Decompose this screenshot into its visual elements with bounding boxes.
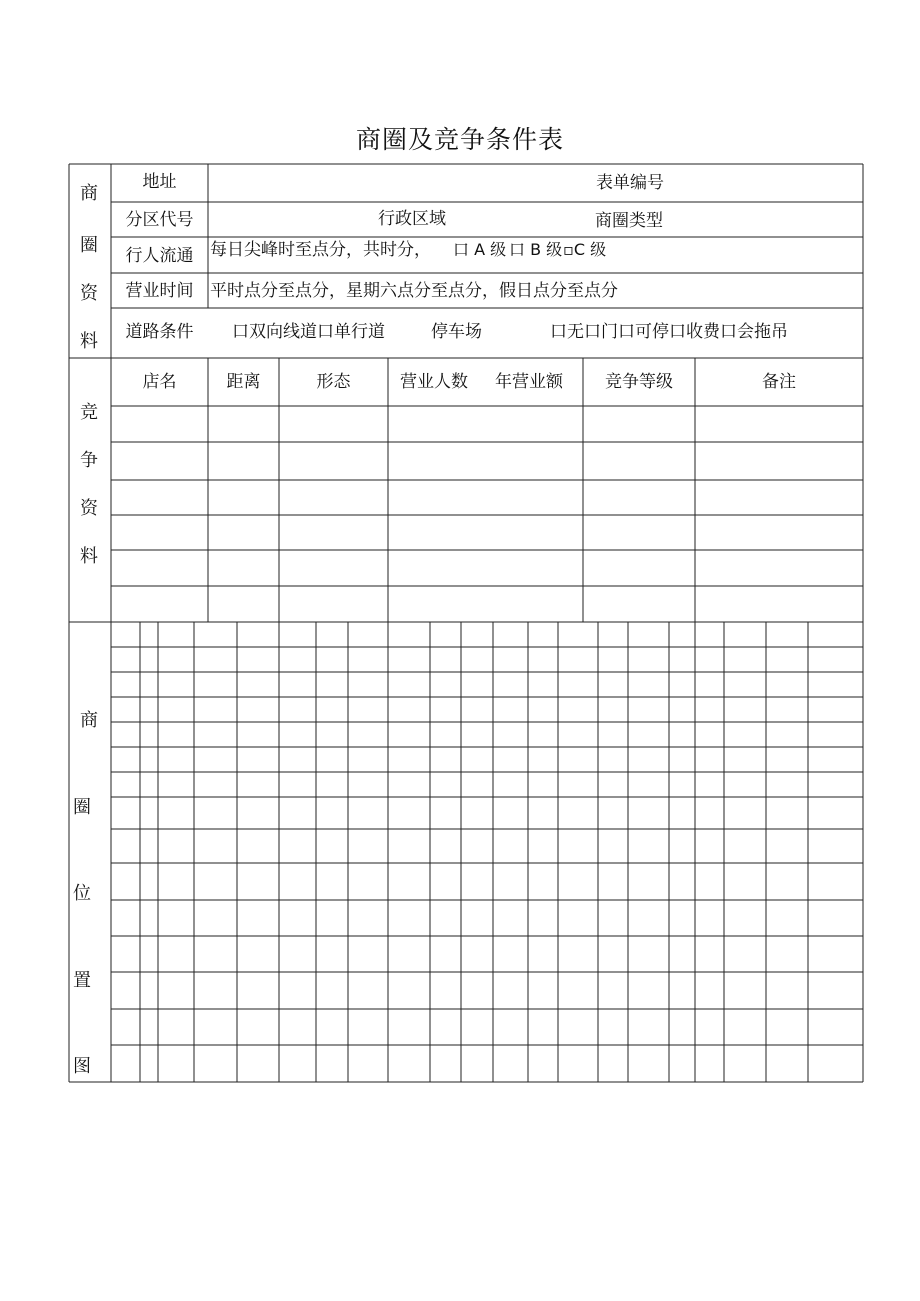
road-label: 道路条件 <box>125 322 194 342</box>
section3-label-char: 圈 <box>73 797 91 818</box>
table-cell[interactable] <box>208 515 279 550</box>
table-cell[interactable] <box>388 480 583 515</box>
section1-label-char: 料 <box>80 331 98 352</box>
form-number-label: 表单编号 <box>596 173 664 193</box>
table-cell[interactable] <box>695 480 863 515</box>
table-cell[interactable] <box>695 442 863 480</box>
table-cell[interactable] <box>279 442 388 480</box>
header-annual-revenue: 年营业额 <box>495 372 563 392</box>
grade-b-checkbox[interactable]: 口 B 级 <box>509 240 563 259</box>
table-cell[interactable] <box>388 515 583 550</box>
district-code-label: 分区代号 <box>125 210 194 230</box>
table-cell[interactable] <box>111 480 208 515</box>
header-store-name: 店名 <box>142 372 177 392</box>
road-options[interactable]: 口双向线道口单行道 <box>232 322 385 342</box>
table-cell[interactable] <box>583 550 695 586</box>
section3-label-char: 图 <box>73 1056 91 1077</box>
table-cell[interactable] <box>279 550 388 586</box>
section1-label-char: 资 <box>80 283 98 304</box>
parking-options[interactable]: 口无口门口可停口收费口会拖吊 <box>550 322 788 342</box>
header-distance: 距离 <box>226 372 261 392</box>
table-cell[interactable] <box>208 442 279 480</box>
trade-area-type-label: 商圈类型 <box>595 211 663 231</box>
section1-label-char: 商 <box>80 183 98 204</box>
table-cell[interactable] <box>111 406 208 442</box>
table-cell[interactable] <box>208 586 279 622</box>
table-cell[interactable] <box>279 480 388 515</box>
table-cell[interactable] <box>388 586 583 622</box>
section2-label-char: 争 <box>80 450 98 471</box>
table-cell[interactable] <box>279 406 388 442</box>
table-cell[interactable] <box>695 550 863 586</box>
pedestrian-text: 每日尖峰时至点分，共时分， <box>210 240 431 260</box>
table-cell[interactable] <box>111 515 208 550</box>
section3-label-char: 置 <box>73 970 91 991</box>
table-cell[interactable] <box>388 442 583 480</box>
table-cell[interactable] <box>279 515 388 550</box>
table-cell[interactable] <box>583 586 695 622</box>
section2-label-char: 资 <box>80 498 98 519</box>
hours-text: 平时点分至点分，星期六点分至点分，假日点分至点分 <box>210 281 618 301</box>
header-competition-level: 竞争等级 <box>605 372 673 392</box>
pedestrian-label: 行人流通 <box>125 246 194 266</box>
table-cell[interactable] <box>583 515 695 550</box>
table-cell[interactable] <box>695 586 863 622</box>
section3-label-char: 商 <box>80 710 98 731</box>
table-cell[interactable] <box>279 586 388 622</box>
table-cell[interactable] <box>583 442 695 480</box>
table-cell[interactable] <box>583 480 695 515</box>
admin-area-label: 行政区域 <box>378 209 446 229</box>
table-cell[interactable] <box>111 586 208 622</box>
parking-label: 停车场 <box>431 322 482 342</box>
page-title: 商圈及竞争条件表 <box>355 125 564 154</box>
header-staff-count: 营业人数 <box>400 372 468 392</box>
grade-a-checkbox[interactable]: 口 A 级 <box>453 240 507 259</box>
table-cell[interactable] <box>111 442 208 480</box>
table-cell[interactable] <box>695 406 863 442</box>
section3-label-char: 位 <box>73 883 91 904</box>
section2-label-char: 料 <box>80 546 98 567</box>
table-cell[interactable] <box>208 480 279 515</box>
table-cell[interactable] <box>208 406 279 442</box>
grade-c-checkbox[interactable]: ▫C 级 <box>563 240 607 259</box>
table-cell[interactable] <box>388 406 583 442</box>
hours-label: 营业时间 <box>125 281 194 301</box>
map-drawing-grid[interactable] <box>111 622 863 1082</box>
section2-label-char: 竞 <box>80 402 98 423</box>
address-field[interactable] <box>208 165 863 202</box>
section1-label-char: 圈 <box>80 235 98 256</box>
header-form: 形态 <box>316 372 351 392</box>
table-cell[interactable] <box>583 406 695 442</box>
address-label: 地址 <box>142 172 177 192</box>
table-cell[interactable] <box>208 550 279 586</box>
table-cell[interactable] <box>695 515 863 550</box>
header-remarks: 备注 <box>762 372 796 392</box>
table-cell[interactable] <box>111 550 208 586</box>
table-cell[interactable] <box>388 550 583 586</box>
